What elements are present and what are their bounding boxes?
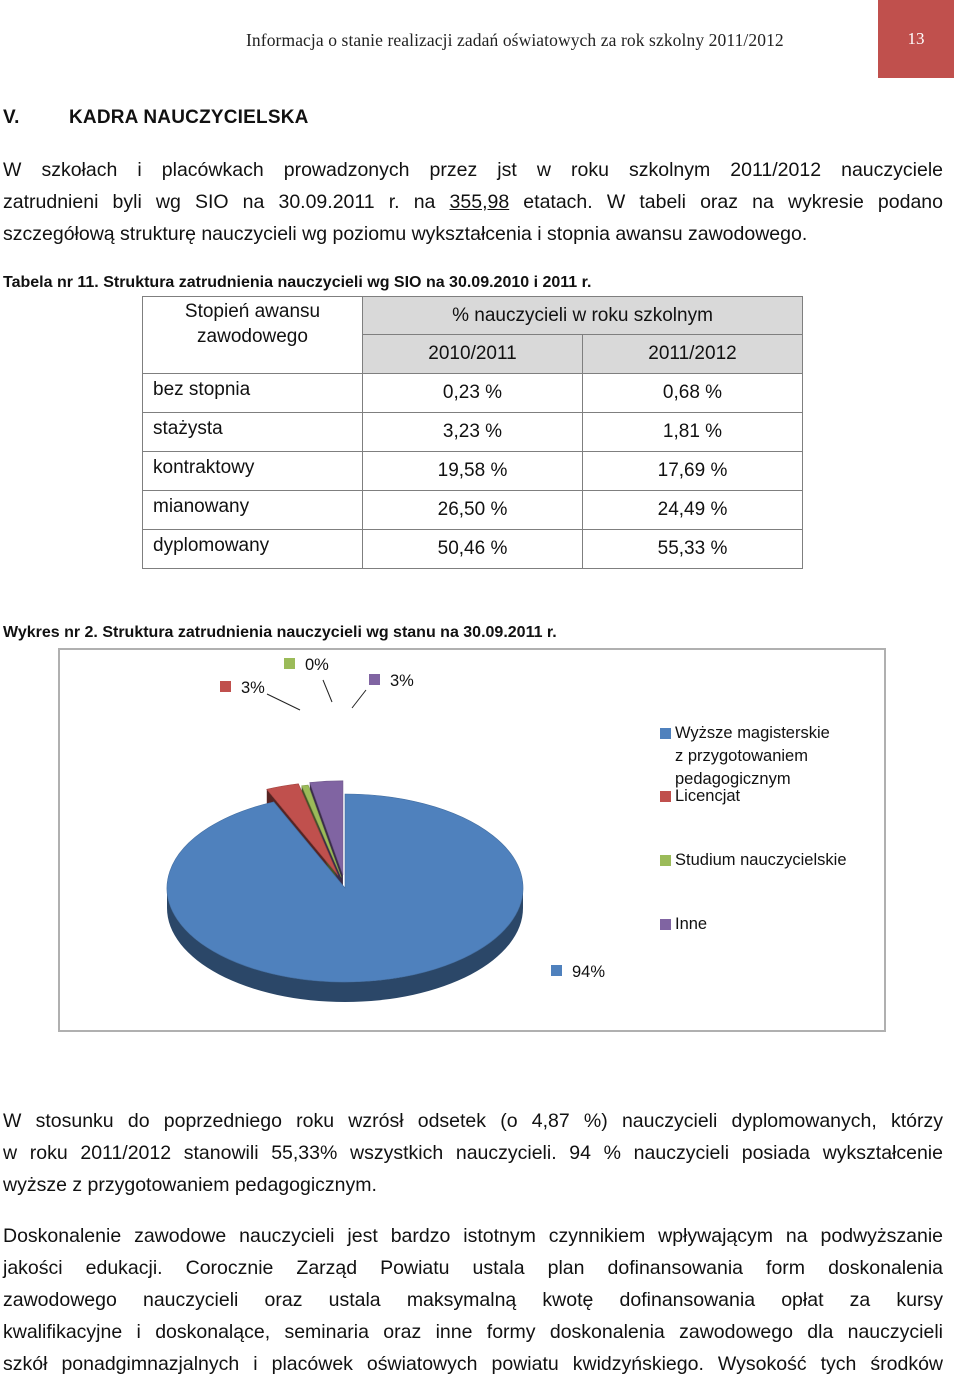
row-value-2010: 19,58 % (363, 452, 583, 491)
section-heading: KADRA NAUCZYCIELSKA (69, 107, 309, 128)
training-line-1: Doskonalenie zawodowe nauczycieli jest bardzo istotnym czynnikiem wpływającym na podwyższanie (3, 1225, 943, 1247)
legend-swatch (660, 855, 671, 866)
header-title: Informacja o stanie realizacji zadań oświatowych za rok szkolny 2011/2012 (246, 30, 784, 50)
data-label-text: 94% (572, 963, 606, 981)
leader-line (267, 694, 300, 710)
row-value-2011: 55,33 % (583, 530, 803, 569)
summary-line-2: w roku 2011/2012 stanowili 55,33% wszystkich nauczycieli. 94 % nauczycieli posiada wykształcenie (3, 1142, 943, 1164)
data-label-swatch (220, 681, 231, 692)
row-label: stażysta (143, 413, 363, 452)
intro-line-2 (3, 186, 943, 218)
data-label (369, 672, 414, 691)
row-label: dyplomowany (143, 530, 363, 569)
pie-chart (58, 648, 886, 1032)
stopien-header-line-1: Stopień awansu (184, 301, 321, 322)
table-row (143, 452, 803, 491)
row-value-2010: 50,46 % (363, 530, 583, 569)
chart-caption: Wykres nr 2. Struktura zatrudnienia nauczycieli wg stanu na 30.09.2011 r. (3, 624, 557, 641)
data-label-text: 3% (241, 679, 265, 697)
table-header-stopien (143, 297, 363, 374)
row-value-2011: 1,81 % (583, 413, 803, 452)
stopien-header-line-2: zawodowego (197, 326, 308, 347)
intro-line-2-b: etatach. W tabeli oraz na wykresie podano (509, 191, 943, 213)
row-label: kontraktowy (143, 452, 363, 491)
row-value-2011: 24,49 % (583, 491, 803, 530)
intro-line-3: szczegółową strukturę nauczycieli wg poziomu wykształcenia i stopnia awansu zawodowego. (3, 223, 808, 245)
teachers-table (142, 296, 803, 569)
legend-swatch (660, 919, 671, 930)
legend-label-line: Wyższe magisterskie (675, 724, 830, 742)
data-label-text: 3% (390, 672, 414, 690)
page-number: 13 (878, 0, 954, 78)
table-header-year-1: 2010/2011 (363, 335, 583, 374)
intro-line-2-a: zatrudnieni byli wg SIO na 30.09.2011 r. na (3, 191, 450, 213)
row-label: bez stopnia (143, 374, 363, 413)
leader-line (352, 690, 366, 708)
row-value-2010: 26,50 % (363, 491, 583, 530)
data-label-text: 0% (305, 656, 329, 674)
pie-chart-svg (60, 650, 888, 1034)
row-value-2010: 0,23 % (363, 374, 583, 413)
leader-line (323, 680, 332, 702)
legend-swatch (660, 728, 671, 739)
legend-label: Inne (675, 915, 708, 933)
table-row (143, 374, 803, 413)
table-caption: Tabela nr 11. Struktura zatrudnienia nauczycieli wg SIO na 30.09.2010 i 2011 r. (3, 274, 592, 291)
legend-swatch (660, 791, 671, 802)
training-line-3: zawodowego nauczycieli oraz ustala maksymalną kwotę dofinansowania opłat za kursy (3, 1289, 943, 1311)
intro-paragraph (3, 154, 943, 250)
table-header-pct: % nauczycieli w roku szkolnym (363, 297, 803, 335)
legend-label-line: pedagogicznym (675, 770, 791, 788)
legend-label (675, 722, 875, 791)
legend-label: Studium nauczycielskie (675, 851, 847, 869)
row-value-2011: 0,68 % (583, 374, 803, 413)
data-label (551, 963, 605, 982)
summary-line-1: W stosunku do poprzedniego roku wzrósł odsetek (o 4,87 %) nauczycieli dyplomowanych, którzy (3, 1110, 943, 1132)
pie-slice (167, 794, 523, 982)
summary-line-3: wyższe z przygotowaniem pedagogicznym. (3, 1174, 377, 1196)
table-row (143, 530, 803, 569)
data-label (220, 679, 265, 698)
page-header (0, 0, 960, 78)
data-label-swatch (284, 658, 295, 669)
data-label-swatch (369, 674, 380, 685)
legend-label-line: z przygotowaniem (675, 747, 808, 765)
data-label (284, 656, 329, 675)
training-paragraph (3, 1220, 943, 1378)
training-line-2: jakości edukacji. Corocznie Zarząd Powiatu ustala plan dofinansowania form doskonalenia (3, 1257, 943, 1279)
table-header-year-2: 2011/2012 (583, 335, 803, 374)
data-label-swatch (551, 965, 562, 976)
table-row (143, 491, 803, 530)
row-value-2011: 17,69 % (583, 452, 803, 491)
summary-paragraph (3, 1105, 943, 1201)
intro-line-1: W szkołach i placówkach prowadzonych przez jst w roku szkolnym 2011/2012 nauczyciele (3, 159, 943, 181)
training-line-5: szkół ponadgimnazjalnych i placówek oświatowych powiatu kwidzyńskiego. Wysokość tych środków (3, 1353, 943, 1375)
row-label: mianowany (143, 491, 363, 530)
table-row (143, 413, 803, 452)
fte-count: 355,98 (449, 191, 510, 213)
section-number: V. (3, 107, 20, 128)
legend-label: Licencjat (675, 787, 741, 805)
row-value-2010: 3,23 % (363, 413, 583, 452)
training-line-4: kwalifikacyjne i doskonalące, seminaria oraz inne formy doskonalenia zawodowego dla nauczycieli (3, 1321, 943, 1343)
section-title (3, 107, 309, 129)
